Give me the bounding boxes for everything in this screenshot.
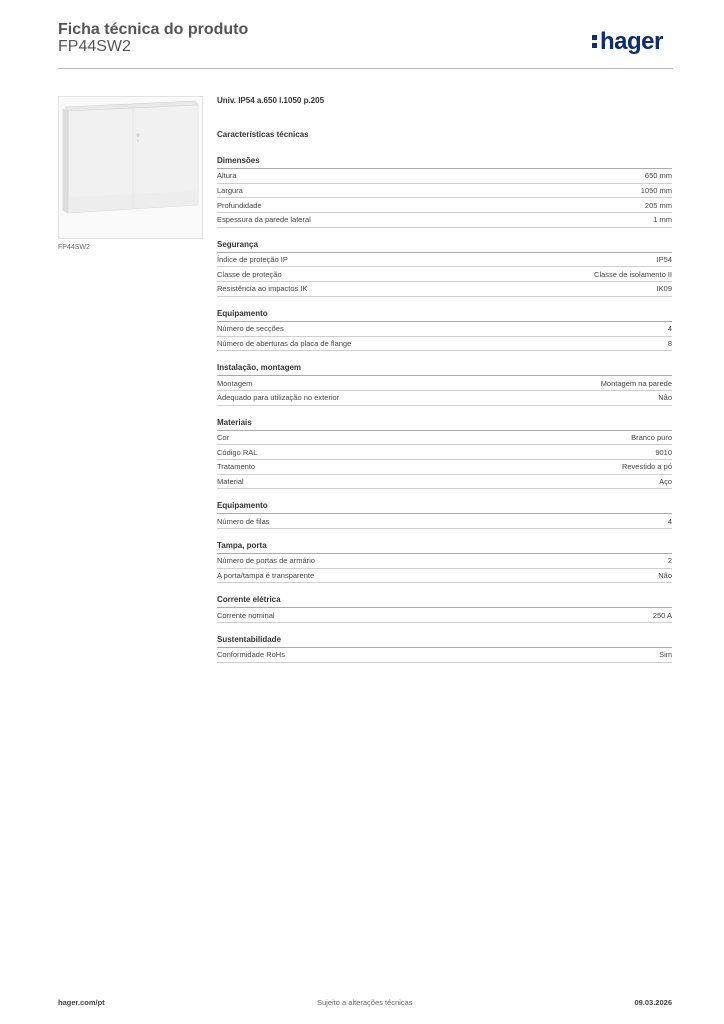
section-title: Instalação, montagem: [217, 363, 672, 376]
spec-label: Adequado para utilização no exterior: [217, 393, 340, 403]
spec-value: 9010: [655, 447, 672, 457]
characteristics-heading: Características técnicas: [217, 130, 309, 139]
spec-section: [217, 240, 672, 297]
product-code: FP44SW2: [58, 38, 131, 55]
spec-value: 8: [667, 338, 672, 348]
header-divider: [58, 68, 673, 69]
hager-logo[interactable]: [592, 28, 663, 56]
spec-label: Número de secções: [217, 324, 284, 334]
spec-row: [217, 322, 672, 337]
spec-row: [217, 431, 672, 446]
spec-value: IK09: [656, 284, 672, 294]
section-title: Dimensões: [217, 156, 672, 169]
spec-row: [217, 184, 672, 199]
spec-value: 250 A: [652, 610, 672, 620]
spec-row: [217, 198, 672, 213]
spec-value: 4: [667, 324, 672, 334]
spec-label: Número de filas: [217, 516, 270, 526]
spec-row: [217, 475, 672, 490]
logo-colon-icon: [592, 33, 598, 51]
spec-row: [217, 337, 672, 352]
spec-section: [217, 309, 672, 351]
spec-value: 205 mm: [644, 200, 672, 210]
spec-label: Material: [217, 476, 244, 486]
spec-row: [217, 376, 672, 391]
spec-label: Largura: [217, 186, 243, 196]
spec-value: IP54: [656, 255, 672, 265]
spec-label: Índice de proteção IP: [217, 255, 288, 265]
section-title: Equipamento: [217, 309, 672, 322]
spec-section: [217, 635, 672, 663]
spec-label: Cor: [217, 432, 230, 442]
spec-value: Montagem na parede: [600, 378, 672, 388]
page-title: Ficha técnica do produto: [58, 21, 249, 38]
product-image: [58, 96, 203, 239]
spec-value: Branco puro: [631, 432, 672, 442]
logo-text: hager: [600, 28, 663, 55]
footer-notice: Sujeito a alterações técnicas: [317, 998, 413, 1007]
spec-row: [217, 169, 672, 184]
spec-row: [217, 445, 672, 460]
spec-section: [217, 363, 672, 405]
spec-label: Profundidade: [217, 200, 262, 210]
section-title: Tampa, porta: [217, 541, 672, 554]
spec-value: 650 mm: [644, 171, 672, 181]
spec-value: Não: [658, 571, 672, 581]
spec-label: Resistência ao impactos IK: [217, 284, 308, 294]
spec-section: [217, 501, 672, 529]
section-title: Corrente elétrica: [217, 595, 672, 608]
footer-date: 09.03.2026: [634, 998, 672, 1007]
spec-row: [217, 569, 672, 584]
spec-label: Espessura da parede lateral: [217, 215, 311, 225]
spec-label: Código RAL: [217, 447, 258, 457]
spec-sections: [217, 156, 672, 663]
spec-value: Sim: [659, 650, 672, 660]
spec-value: Classe de isolamento II: [594, 269, 672, 279]
spec-row: [217, 267, 672, 282]
spec-row: [217, 253, 672, 268]
spec-row: [217, 391, 672, 406]
spec-value: 1050 mm: [640, 186, 672, 196]
spec-label: Número de portas de armário: [217, 556, 315, 566]
image-caption: FP44SW2: [58, 244, 90, 251]
spec-row: [217, 648, 672, 663]
spec-row: [217, 554, 672, 569]
spec-section: [217, 418, 672, 490]
spec-content: [217, 96, 672, 663]
spec-row: [217, 608, 672, 623]
spec-label: Conformidade RoHs: [217, 650, 285, 660]
spec-label: Tratamento: [217, 462, 256, 472]
spec-value: 2: [667, 556, 672, 566]
spec-label: Altura: [217, 171, 237, 181]
spec-value: Revestido a pó: [621, 462, 672, 472]
footer-website-link[interactable]: hager.com/pt: [58, 998, 105, 1007]
spec-value: 4: [667, 516, 672, 526]
spec-label: Montagem: [217, 378, 253, 388]
section-title: Materiais: [217, 418, 672, 431]
spec-section: [217, 541, 672, 583]
spec-value: Aço: [659, 476, 672, 486]
spec-row: [217, 514, 672, 529]
spec-value: 1 mm: [653, 215, 672, 225]
section-title: Sustentabilidade: [217, 635, 672, 648]
spec-section: [217, 156, 672, 228]
spec-row: [217, 282, 672, 297]
spec-row: [217, 213, 672, 228]
spec-section: [217, 595, 672, 623]
spec-row: [217, 460, 672, 475]
spec-value: Não: [658, 393, 672, 403]
spec-label: Classe de proteção: [217, 269, 282, 279]
section-title: Equipamento: [217, 501, 672, 514]
spec-label: Número de aberturas da placa de flange: [217, 338, 352, 348]
spec-label: A porta/tampa é transparente: [217, 571, 315, 581]
section-title: Segurança: [217, 240, 672, 253]
product-name: Univ. IP54 a.650 l.1050 p.205: [217, 96, 325, 105]
spec-label: Corrente nominal: [217, 610, 275, 620]
